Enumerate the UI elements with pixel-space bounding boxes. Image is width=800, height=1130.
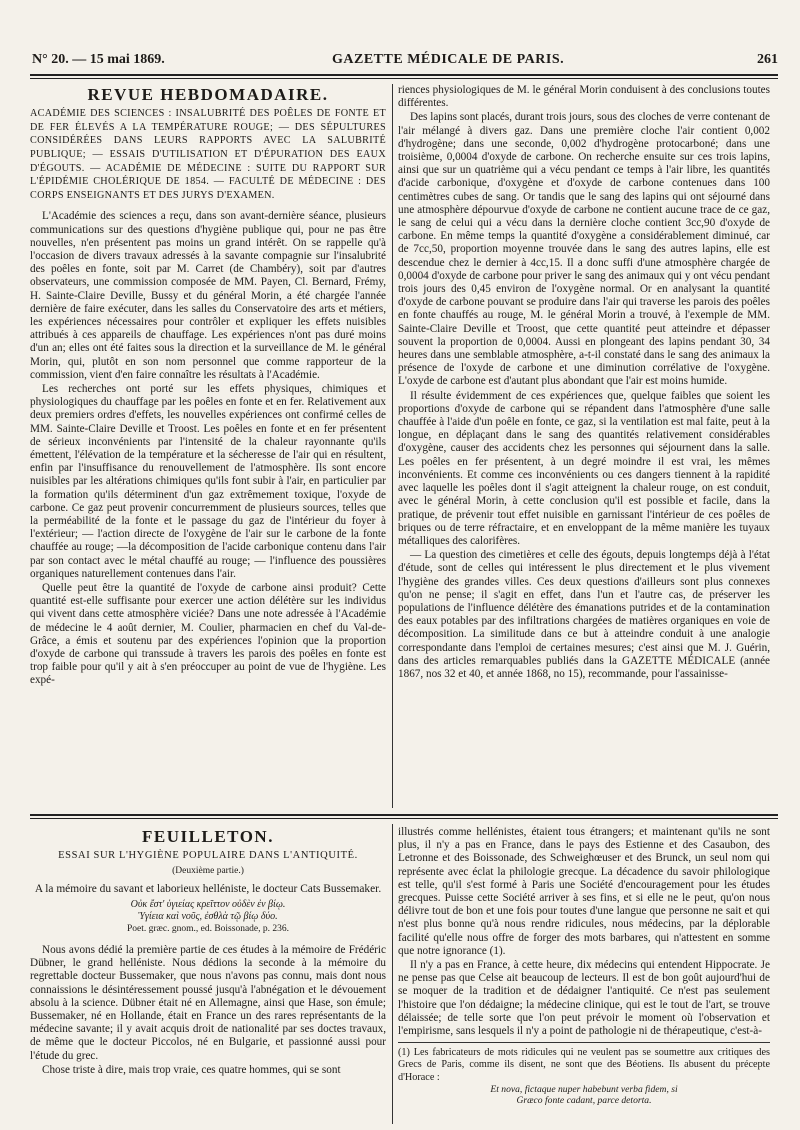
- revue-paragraph: L'Académie des sciences a reçu, dans son avant-dernière séance, plusieurs communications sur des questions d'hygiène publique qui, pour ne pas être nouvelles, n'en présentent pas moins un grand intérêt. On se rappelle qu'à l'occasion de divers travaux adressés à la savante compagnie sur l'insalubrité des poêles en fonte, soit par M. Carret (de Chambéry), soit par d'autres observateurs, une commission composée de MM. Payen, Cl. Bernard, Frémy, H. Sainte-Claire Deville, Bussy et du général Morin, a été chargée l'année dernière de faire exécuter, dans les salles du Conservatoire des arts et métiers, les expériences nécessaires pour contrôler et expliquer les effets nuisibles attribués à ces appareils de chauffage. Les expériences n'ont pas duré moins d'un an; elles ont été faites sous la direction et la surveillance de M. le général Morin, qui, plutôt en son nom personnel que comme rapporteur de la commission, vient d'en faire connaître les résultats à l'Académie.: [30, 210, 386, 381]
- feuilleton-rule: [30, 814, 778, 816]
- feuilleton-rule-thin: [30, 818, 778, 819]
- revue-title: REVUE HEBDOMADAIRE.: [87, 85, 329, 104]
- latin-quote-line: Et nova, fictaque nuper habebunt verba fidem, si: [490, 1083, 678, 1095]
- header-rule-thin: [30, 78, 778, 79]
- feuilleton-paragraph: Il n'y a pas en France, à cette heure, dix médecins qui entendent Hippocrate. Je ne pense pas que Celse ait beaucoup de lecteurs. Il est de bon goût aujourd'hui de se moquer de la tradition et de dédaigner l'antiquité. Ce n'est pas seulement l'histoire que l'on dédaigne; la médecine clinique, qui est le tout de l'art, se trouve délaissée; de telle sorte que l'on peut prévoir le moment où l'observation et l'empirisme, sans lesquels il n'y a point de pathologie ni de thérapeutique, c'est-à-: [398, 959, 770, 1038]
- feuilleton-paragraph: Chose triste à dire, mais trop vraie, ces quatre hommes, qui se sont: [42, 1063, 341, 1076]
- page-number: 261: [757, 52, 778, 67]
- feuilleton-paragraph: Nous avons dédié la première partie de ces études à la mémoire de Frédéric Dübner, le grand helléniste. Nous dédions la seconde à la mémoire du regrettable docteur Bussemaker, que nous n'avons pas connu, mais dont nous connaissions le désintéressement poussé jusqu'à l'abnégation et le dévouement absolu à la science. Dübner était né en Allemagne, ainsi que Hase, son émule; Bussemaker, né en Hollande, était en France un des rares représentants de la médecine savante; il y avait acquis droit de nationalité par ses doctes travaux, de même que le docteur Piccolos, né en Bulgarie, et passionné aussi pour l'étude du grec.: [30, 944, 386, 1062]
- header-rule: [30, 74, 778, 76]
- feuilleton-paragraph: illustrés comme hellénistes, étaient tous étrangers; et maintenant qu'ils ne sont plus, il n'y a pas en France, dans le pays des Estienne et des Casaubon, des Letronne et des Boissonade, des Schweighœuser et des Brunck, un seul nom qui représente avec éclat la philologie grecque. La décadence du savoir philologique est telle, qu'il s'est formé à Paris une Société d'encouragement pour les études grecques. Puisse cette Société arriver à ses fins, et si elle ne le peut, qu'on nous délivre tout de bon et une fois pour toutes d'une langue que personne ne sait et qui n'est plus bonne qu'à nous rendre ridicules, nous médecins, par la déplorable facilité qu'elle nous offre de forger des mots barbares, qui n'attestent en somme que notre ignorance (1).: [398, 826, 770, 957]
- revue-paragraph: Les recherches ont porté sur les effets physiques, chimiques et physiologiques du chauffage par les poêles en fonte et en fer. Relativement aux deux premiers ordres d'effets, les nouvelles expériences ont confirmé celles de MM. Sainte-Claire Deville et Troost. Les poêles en fonte et en fer présentent de sérieux inconvénients par l'intensité de la chaleur rayonnante qu'ils émettent, l'élévation de la température et la sécheresse de l'air qui en résultent, enfin par l'insuffisance du renouvellement de l'atmosphère. Ils sont encore nuisibles par les altérations chimiques qu'ils font subir à l'air, en particulier par la formation qu'ils déterminent d'un gaz extrêmement toxique, l'oxyde de carbone. Ce gaz peut provenir concurremment de plusieurs sources, telles que la perméabilité de la fonte et le passage du gaz de l'intérieur du foyer à l'extérieur; — l'action directe de l'oxygène de l'air sur le carbone de la fonte chauffée au rouge; —la décomposition de l'acide carbonique contenu dans l'air par son contact avec le métal chauffé au rouge; — l'influence des poussières organiques naturellement contenues dans l'air.: [30, 383, 386, 580]
- journal-title: GAZETTE MÉDICALE DE PARIS.: [332, 52, 565, 67]
- feuilleton-left-column: [30, 824, 386, 1124]
- greek-epigraph-line: Οὐκ ἔστ' ὑγιείας κρεῖττον οὐδὲν ἐν βίῳ.: [130, 898, 286, 910]
- page-header: [32, 52, 778, 72]
- epigraph-source: Poet. græc. gnom., ed. Boissonade, p. 236.: [126, 923, 289, 934]
- revue-paragraph: riences physiologiques de M. le général Morin conduisent à des conclusions toutes différentes.: [398, 84, 770, 110]
- footnote: (1) Les fabricateurs de mots ridicules qui ne veulent pas se soumettre aux critiques des Grecs de Paris, comme ils disent, ne sont que des Béotiens. Ils abusent du précepte d'Horace :: [398, 1047, 770, 1083]
- revue-left-column: [30, 84, 386, 809]
- revue-paragraph: Il résulte évidemment de ces expériences que, quelque faibles que soient les proportions d'oxyde de carbone qui se répandent dans l'atmosphère d'une salle chauffée à l'aide d'un poêle en fonte, ce gaz, si la ventilation est mal faite, peut à la longue, en déplaçant dans le sang des quantités relativement considérables d'oxygène, causer des accidents chez les personnes qui séjournent dans la salle. Les poêles en fer présentent, à un degré moindre il est vrai, les mêmes inconvénients. Et comme ces inconvénients ou ces dangers tiennent à la rapidité avec laquelle les poêles dont il s'agit atteignent la chaleur rouge, on est conduit, avec le général Morin, à cette conclusion qu'il est possible et facile, dans la pratique, de prévenir tout effet nuisible en garnissant l'intérieur de ces poêles de briques ou de terre réfractaire, et en enveloppant de la même manière les tuyaux métalliques des calorifères.: [398, 389, 770, 547]
- essay-part: (Deuxième partie.): [172, 866, 244, 877]
- latin-quote-line: Græco fonte cadant, parce detorta.: [516, 1094, 652, 1106]
- feuilleton-right-column: [398, 826, 770, 1126]
- footnote-separator: [398, 1042, 770, 1043]
- feuilleton-title: FEUILLETON.: [142, 827, 274, 846]
- revue-right-column: [398, 84, 770, 809]
- revue-paragraph: Des lapins sont placés, durant trois jours, sous des cloches de verre contenant de l'air mélangé à divers gaz. Dans une première cloche l'air contient 0,002 d'hydrogène; dans une seconde, 0,002 d'hydrogène protocarboné; dans une troisième, 0,0004 d'oxyde de carbone. On recherche ensuite sur ces trois lapins, ainsi que sur un quatrième qui a vécu pendant ce temps à l'air libre, les quantités d'acide carbonique, d'oxygène et d'oxyde de carbone contenues dans 100 centimètres cubes de sang. Or tandis que le sang des lapins qui ont séjourné dans une atmosphère dépourvue d'oxyde de carbone ne contient aucune trace de ce gaz, le sang de celui qui a vécu dans la dernière cloche contient 3cc,90 d'oxyde de carbone. En même temps la quantité d'oxygène a considérablement diminué, car de 7cc,50, proportion moyenne trouvée dans le sang des autres lapins, elle est descendue chez le dernier à 4cc,15. Il a donc suffi d'une atmosphère chargée de 0,0004 d'oxyde de carbone pour priver le sang des animaux qui y ont vécu pendant trois jours des 0,45 environ de l'oxygène normal. Or en analysant la quantité d'oxyde de carbone pouvant se produire dans l'air qui traverse les parois des poêles en fonte chauffés au rouge, M. le général Morin a trouvé, à l'exemple de MM. Sainte-Claire Deville et Troost, que cette quantité peut atteindre et dépasser souvent la proportion de 0,0004. Aussi en plongeant des lapins pendant 30, 34 heures dans une semblable atmosphère, a-t-il constaté dans le sang des animaux la présence de l'oxyde de carbone et une diminution corrélative de l'oxygène. L'oxyde de carbone est d'autant plus abondant que l'air est moins humide.: [398, 111, 770, 388]
- greek-epigraph-line: Ὑγίεια καὶ νοῦς, ἐσθλὰ τῷ βίῳ δύο.: [138, 910, 278, 922]
- dedication: A la mémoire du savant et laborieux helléniste, le docteur Cats Bussemaker.: [34, 882, 382, 895]
- column-divider: [392, 824, 393, 1124]
- revue-paragraph: Quelle peut être la quantité de l'oxyde de carbone ainsi produit? Cette quantité est-elle suffisante pour exercer une action délétère sur les individus qui vivent dans cette atmosphère viciée? Dans une note adressée à l'Académie de médecine le 4 août dernier, M. Coulier, pharmacien en chef du Val-de-Grâce, a émis et soutenu par des expériences l'opinion que la proportion d'oxyde de carbone qui transsude à travers les parois des poêles en fonte est trop faible pour qu'il y ait à s'en préoccuper au point de vue de l'hygiène. Les expé-: [30, 582, 386, 687]
- issue-date: N° 20. — 15 mai 1869.: [32, 52, 165, 67]
- essay-title: ESSAI SUR L'HYGIÈNE POPULAIRE DANS L'ANTIQUITÉ.: [58, 850, 358, 862]
- revue-summary: ACADÉMIE DES SCIENCES : INSALUBRITÉ DES POÊLES DE FONTE ET DE FER ÉLEVÉS A LA TEMPÉRATURE ROUGE; — DES SÉPULTURES CONSIDÉRÉES DANS LEURS RAPPORTS AVEC LA SALUBRITÉ PUBLIQUE; — ESSAIS D'UTILISATION ET D'ÉPURATION DES EAUX D'ÉGOUTS. — ACADÉMIE DE MÉDECINE : SUITE DU RAPPORT SUR L'ÉPIDÉMIE CHOLÉRIQUE DE 1854. — FACULTÉ DE MÉDECINE : DES CORPS ENSEIGNANTS ET DES JURYS D'EXAMEN.: [30, 108, 386, 201]
- column-divider: [392, 84, 393, 808]
- revue-paragraph: — La question des cimetières et celle des égouts, depuis longtemps déjà à l'état d'étude, sont de celles qui intéressent le plus directement et le plus vivement l'hygiène des grandes villes. Ces deux questions d'ailleurs sont plus connexes qu'on ne pense; il s'agit en effet, dans l'un et l'autre cas, de préserver les populations de l'influence délétère des émanations putrides et de la contamination des eaux potables par des infiltrations chargées de matières organiques en voie de décomposition. La similitude dans ce but à atteindre conduit à une analogie correspondante dans l'emploi de certaines mesures; c'est ainsi que M. J. Guérin, dans des articles remarquables publiés dans la GAZETTE MÉDICALE (année 1867, nos 32 et 40, et année 1868, no 15), recommande, pour l'assainisse-: [398, 549, 770, 680]
